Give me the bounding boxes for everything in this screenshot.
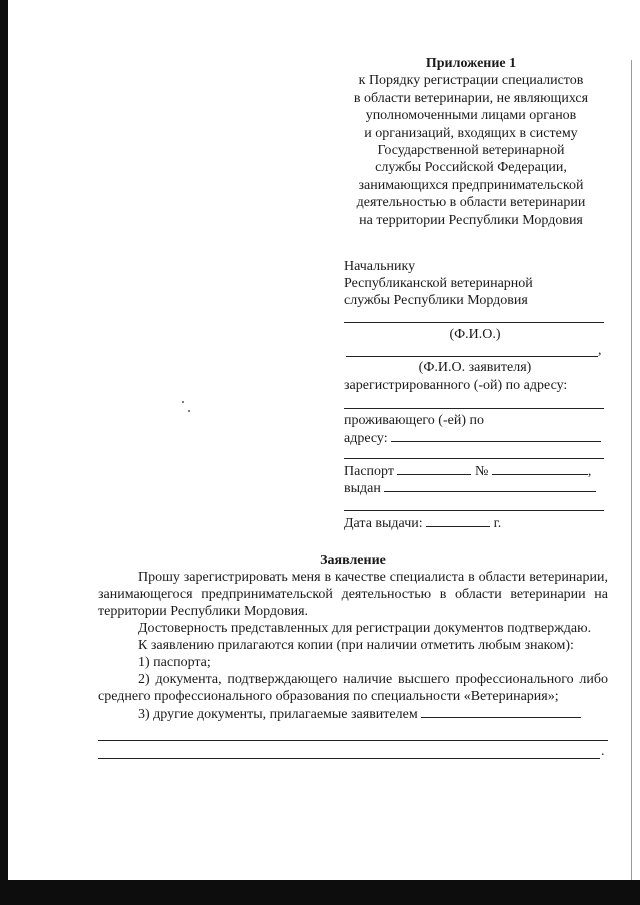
addressee-line: Начальнику: [344, 259, 416, 274]
other-documents-field[interactable]: [421, 705, 581, 718]
final-line-wrap: [98, 741, 608, 759]
issue-date-wrap: [344, 514, 606, 531]
appendix-line: к Порядку регистрации специалистов: [358, 73, 584, 89]
final-period: .: [601, 744, 605, 759]
attachment-other-row: [98, 705, 608, 723]
registered-wrap: [344, 377, 606, 394]
addressee-block: [344, 258, 606, 309]
residing-label: проживающего (-ей) по: [344, 413, 484, 428]
statement-confirmation: Достоверность представленных для регистрации документов подтверждаю.: [138, 621, 592, 636]
appendix-line: Государственной ветеринарной: [377, 143, 565, 159]
appendix-line: в области ветеринарии, не являющихся: [353, 90, 589, 106]
head-name-field[interactable]: [344, 322, 604, 323]
issued-by-field[interactable]: [384, 479, 596, 492]
passport-row: [344, 462, 606, 479]
appendix-line: деятельностью в области ветеринарии: [356, 195, 586, 211]
appendix-line: на территории Республики Мордовия: [359, 212, 583, 228]
passport-number-field[interactable]: [492, 462, 588, 475]
scan-speck: [188, 410, 190, 412]
statement-heading: Заявление: [320, 553, 386, 568]
addressee-line: Республиканской ветеринарной: [344, 276, 533, 291]
statement-request: Прошу зарегистрировать меня в качестве специалиста в области ветеринарии, занимающегося предпринимательской деятельностью в области ветеринарии на территории Республики Мордовия.: [98, 570, 608, 619]
scan-speck: [182, 401, 184, 403]
registered-address-field[interactable]: [344, 408, 604, 409]
residing-address-field[interactable]: [391, 429, 601, 442]
other-documents-line-2[interactable]: [98, 741, 600, 759]
addressee-line: службы Республики Мордовия: [344, 293, 528, 308]
residing-address-field-2[interactable]: [344, 458, 604, 459]
issued-label: выдан: [344, 481, 381, 496]
appendix-line: занимающихся предпринимательской: [358, 177, 584, 193]
appendix-title: Приложение 1: [425, 56, 517, 71]
appendix-header: [330, 55, 612, 229]
issued-by-field-2[interactable]: [344, 510, 604, 511]
attachment-education-document: 2) документа, подтверждающего наличие высшего профессионального либо среднего профессионального образования по специальности «Ветеринария»;: [98, 672, 608, 704]
attachments-intro: К заявлению прилагаются копии (при наличии отметить любым знаком):: [138, 638, 574, 653]
scan-right-edge: [631, 60, 632, 880]
passport-number-label: №: [474, 464, 489, 479]
attachment-passport: 1) паспорта;: [138, 655, 211, 670]
applicant-name-comma: ,: [598, 343, 602, 358]
head-name-caption-wrap: [344, 326, 606, 343]
issue-date-row: [344, 514, 606, 531]
passport-comma: ,: [587, 464, 592, 479]
residing-wrap: [344, 412, 606, 446]
issue-date-label: Дата выдачи:: [344, 516, 423, 531]
appendix-line: уполномоченными лицами органов: [365, 108, 577, 124]
head-name-caption: (Ф.И.О.): [449, 327, 501, 342]
attachment-other-label: 3) другие документы, прилагаемые заявителем: [138, 707, 418, 722]
applicant-name-caption: (Ф.И.О. заявителя): [418, 360, 532, 375]
appendix-line: и организаций, входящих в систему: [364, 125, 578, 141]
issue-date-year: г.: [493, 516, 502, 531]
issued-row: [344, 479, 606, 496]
address-row: [344, 429, 606, 446]
passport-label: Паспорт: [344, 464, 394, 479]
scan-left-border: [0, 0, 8, 905]
applicant-name-field[interactable]: [346, 356, 598, 357]
address-label: адресу:: [344, 431, 388, 446]
passport-series-field[interactable]: [397, 462, 471, 475]
other-documents-line-1[interactable]: [98, 723, 608, 741]
statement-body: [98, 552, 608, 759]
issue-date-field[interactable]: [426, 514, 490, 527]
applicant-caption-wrap: [344, 359, 606, 376]
passport-wrap: [344, 462, 606, 496]
registered-label: зарегистрированного (-ой) по адресу:: [344, 378, 568, 393]
appendix-line: службы Российской Федерации,: [375, 160, 567, 176]
scan-bottom-border: [0, 880, 640, 905]
